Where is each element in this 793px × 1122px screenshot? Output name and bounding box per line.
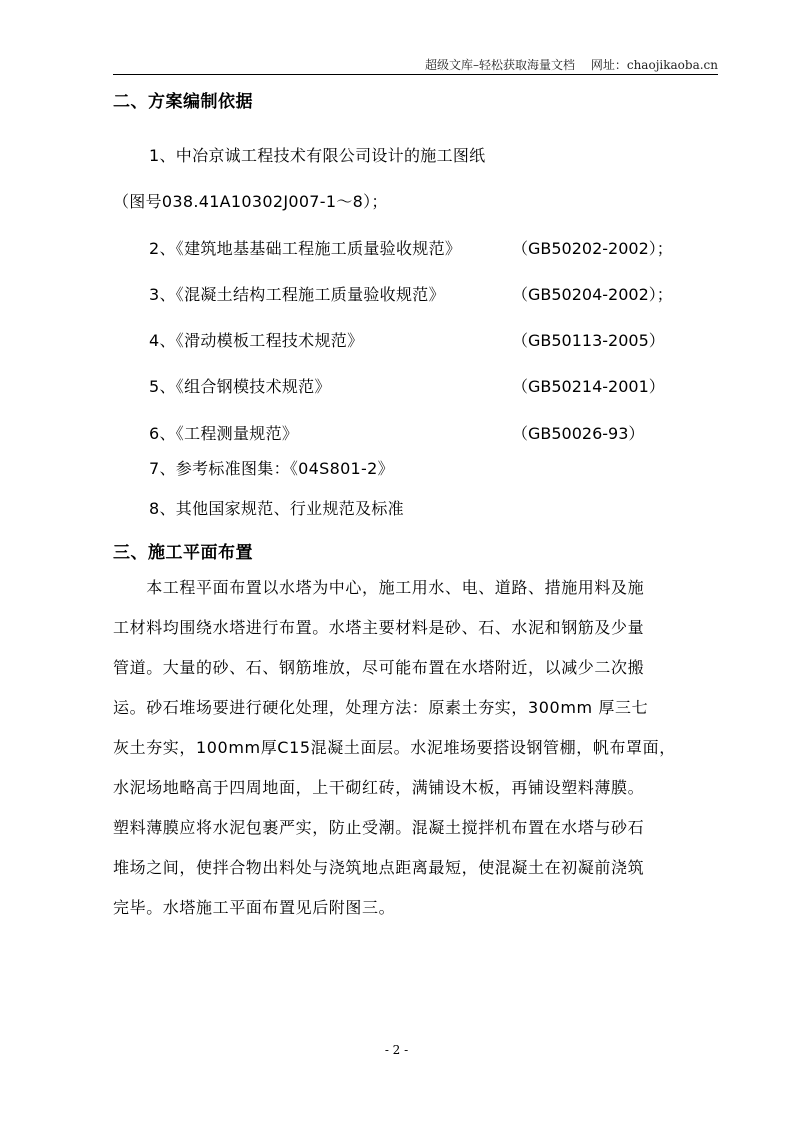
section-3-paragraph bbox=[113, 568, 725, 928]
section-2-title: 二、方案编制依据 bbox=[113, 92, 253, 112]
reference-item-4-code: （GB50113-2005） bbox=[512, 331, 665, 350]
reference-item-7: 7、参考标准图集：《04S801-2》 bbox=[149, 459, 394, 478]
reference-item-1: 1、中冶京诚工程技术有限公司设计的施工图纸 bbox=[149, 146, 486, 165]
reference-item-6-code: （GB50026-93） bbox=[512, 424, 645, 443]
header-divider bbox=[113, 74, 718, 75]
header-site-text: 超级文库–轻松获取海量文档 网址：chaojikaoba.cn bbox=[425, 58, 718, 72]
paragraph-line: 堆场之间，使拌合物出料处与浇筑地点距离最短，使混凝土在初凝前浇筑 bbox=[113, 858, 645, 877]
reference-item-8: 8、其他国家规范、行业规范及标准 bbox=[149, 499, 404, 518]
reference-item-4: 4、《滑动模板工程技术规范》 bbox=[149, 331, 364, 350]
reference-item-5: 5、《组合钢模技术规范》 bbox=[149, 377, 331, 396]
paragraph-line: 管道。大量的砂、石、钢筋堆放，尽可能布置在水塔附近，以减少二次搬 bbox=[113, 658, 645, 677]
reference-item-5-code: （GB50214-2001） bbox=[512, 377, 665, 396]
paragraph-line: 水泥场地略高于四周地面，上干砌红砖，满铺设木板，再铺设塑料薄膜。 bbox=[113, 778, 645, 797]
reference-item-2-code: （GB50202-2002）； bbox=[512, 239, 673, 258]
reference-item-1-drawing-no: （图号038.41A10302J007-1～8）； bbox=[113, 192, 388, 211]
section-3-title: 三、施工平面布置 bbox=[113, 543, 253, 563]
page-number: - 2 - bbox=[384, 1043, 409, 1057]
paragraph-line: 本工程平面布置以水塔为中心，施工用水、电、道路、措施用料及施 bbox=[113, 578, 645, 597]
paragraph-line: 工材料均围绕水塔进行布置。水塔主要材料是砂、石、水泥和钢筋及少量 bbox=[113, 618, 645, 637]
reference-item-6: 6、《工程测量规范》 bbox=[149, 424, 299, 443]
reference-item-3-code: （GB50204-2002）； bbox=[512, 285, 673, 304]
reference-item-3: 3、《混凝土结构工程施工质量验收规范》 bbox=[149, 285, 445, 304]
paragraph-line: 灰土夯实，100mm厚C15混凝土面层。水泥堆场要搭设钢管棚，帆布罩面， bbox=[113, 738, 676, 757]
reference-item-2: 2、《建筑地基基础工程施工质量验收规范》 bbox=[149, 239, 462, 258]
paragraph-line: 塑料薄膜应将水泥包裹严实，防止受潮。混凝土搅拌机布置在水塔与砂石 bbox=[113, 818, 645, 837]
paragraph-line: 完毕。水塔施工平面布置见后附图三。 bbox=[113, 898, 396, 917]
paragraph-line: 运。砂石堆场要进行硬化处理，处理方法：原素土夯实，300mm 厚三七 bbox=[113, 698, 649, 717]
